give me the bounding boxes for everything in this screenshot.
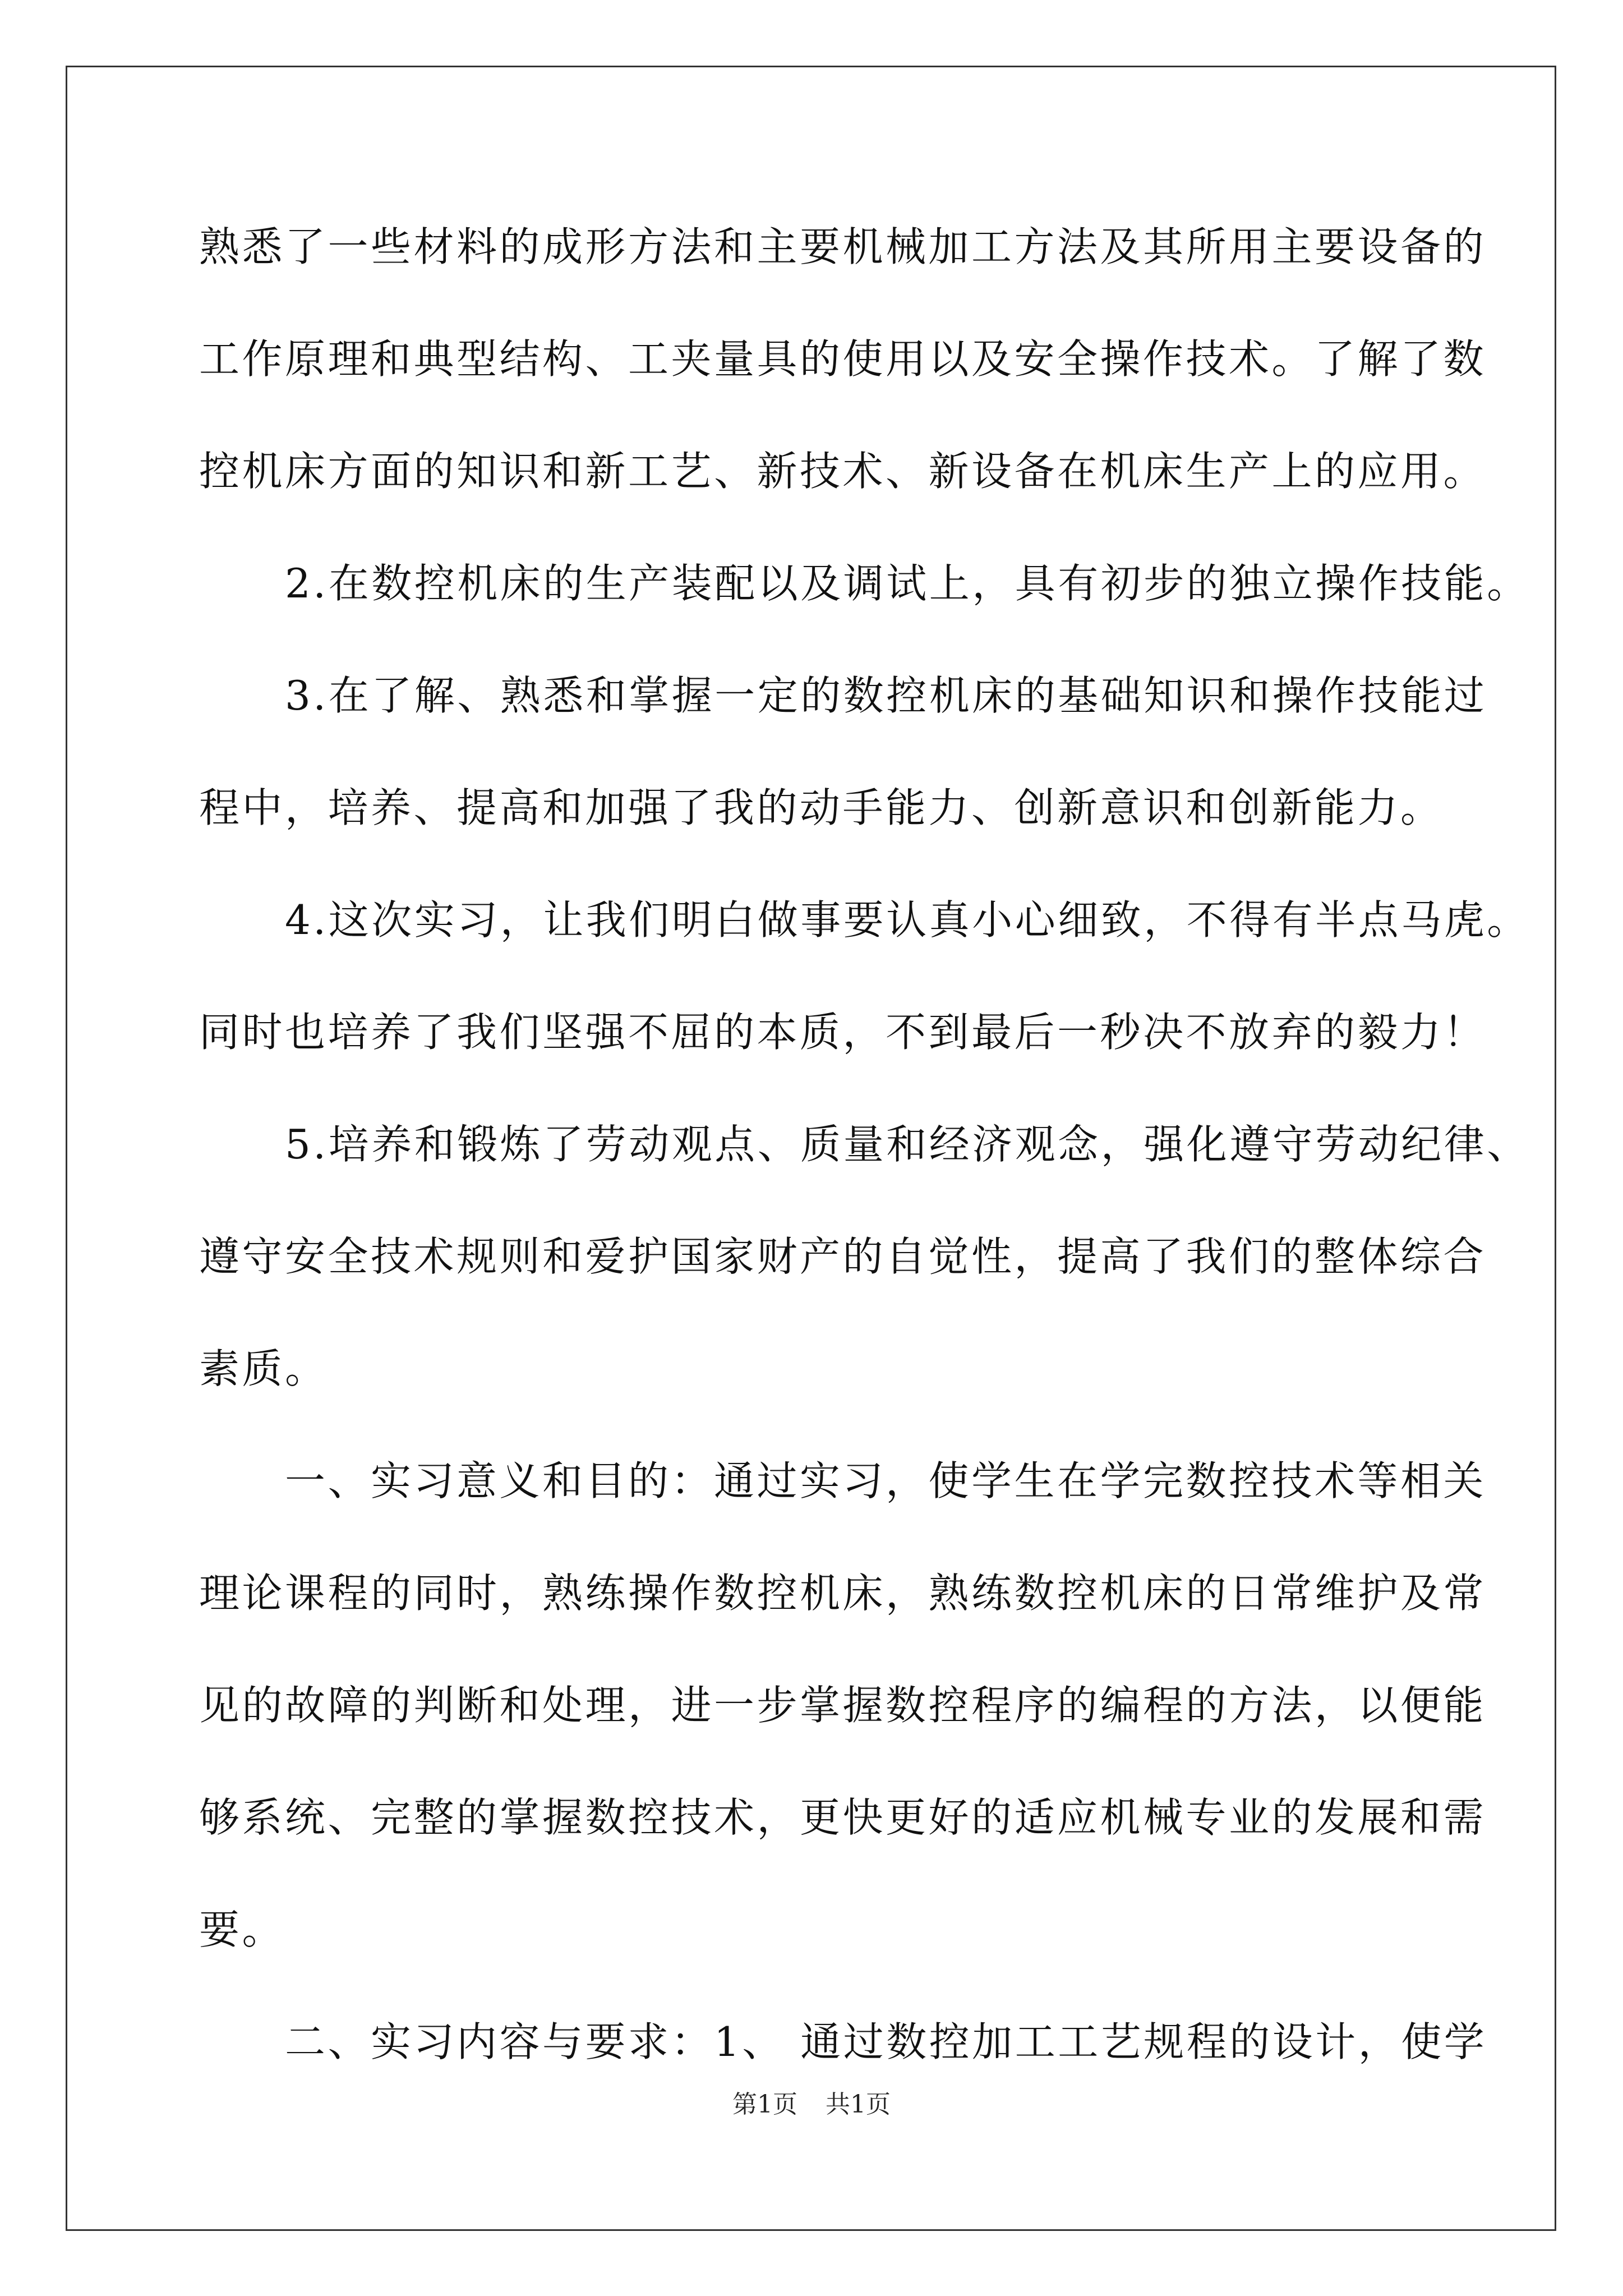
text-line: 控机床方面的知识和新工艺、新技术、新设备在机床生产上的应用。	[199, 448, 1487, 495]
text-line: 4.这次实习，让我们明白做事要认真小心细致，不得有半点马虎。	[199, 896, 1530, 944]
page-footer	[0, 2088, 1623, 2122]
text-line: 见的故障的判断和处理，进一步掌握数控程序的编程的方法，以便能	[199, 1682, 1487, 1729]
text-line: 5.培养和锻炼了劳动观点、质量和经济观念，强化遵守劳动纪律、	[199, 1121, 1530, 1168]
text-line: 理论课程的同时，熟练操作数控机床，熟练数控机床的日常维护及常	[199, 1570, 1487, 1617]
text-line: 熟悉了一些材料的成形方法和主要机械加工方法及其所用主要设备的	[199, 223, 1487, 270]
page-count: 共1页	[826, 2090, 891, 2119]
text-line: 够系统、完整的掌握数控技术，更快更好的适应机械专业的发展和需	[199, 1794, 1487, 1841]
text-line: 程中，培养、提高和加强了我的动手能力、创新意识和创新能力。	[199, 784, 1444, 831]
text-line: 3.在了解、熟悉和掌握一定的数控机床的基础知识和操作技能过	[199, 672, 1487, 719]
text-line: 一、实习意义和目的：通过实习，使学生在学完数控技术等相关	[199, 1457, 1487, 1504]
text-line: 同时也培养了我们坚强不屈的本质，不到最后一秒决不放弃的毅力！	[199, 1009, 1487, 1056]
text-line: 要。	[199, 1906, 285, 1953]
text-line: 二、实习内容与要求：1、 通过数控加工工艺规程的设计，使学	[199, 2018, 1487, 2065]
text-line: 遵守安全技术规则和爱护国家财产的自觉性，提高了我们的整体综合	[199, 1233, 1487, 1280]
text-line: 素质。	[199, 1345, 328, 1392]
text-line: 2.在数控机床的生产装配以及调试上，具有初步的独立操作技能。	[199, 560, 1530, 607]
text-line: 工作原理和典型结构、工夹量具的使用以及安全操作技术。了解了数	[199, 335, 1487, 383]
page-number: 第1页	[732, 2090, 797, 2119]
